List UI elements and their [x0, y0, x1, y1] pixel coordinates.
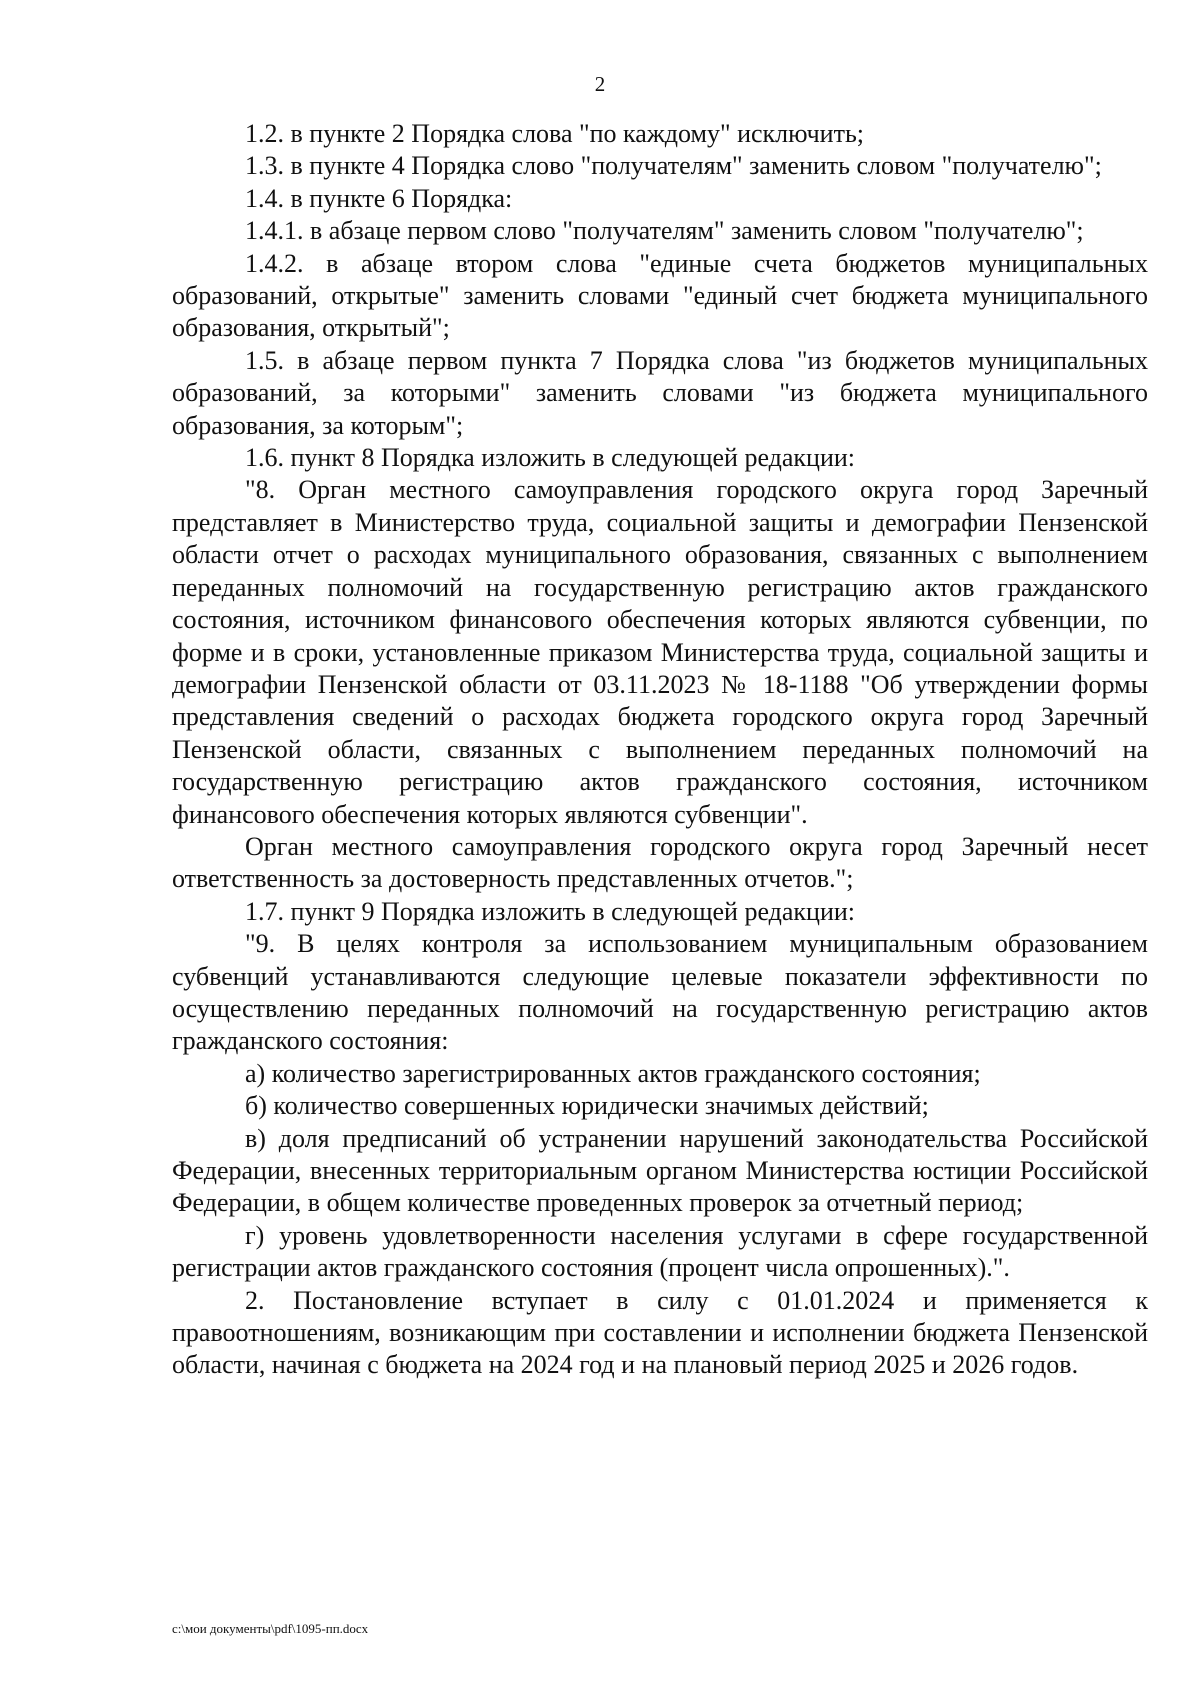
page-number: 2 — [594, 72, 606, 96]
list-item-a: а) количество зарегистрированных актов гражданского состояния; — [245, 1058, 981, 1088]
paragraph-1-7: 1.7. пункт 9 Порядка изложить в следующей редакции: — [245, 896, 856, 926]
list-item-v: в) доля предписаний об устранении нарушений законодательства Российской Федерации, внесенных территориальным органом Министерства юстиции Российской Федерации, в общем количестве проведенных проверок за отчетный период; — [172, 1123, 1148, 1218]
paragraph-1-4: 1.4. в пункте 6 Порядка: — [245, 183, 513, 213]
paragraph-item-8: "8. Орган местного самоуправления городского округа город Заречный представляет в Министерство труда, социальной защиты и демографии Пензенской области отчет о расходах муниципального образования, связанных с выполнением переданных полномочий на государственную регистрацию актов гражданского состояния, источником финансового обеспечения которых являются субвенции, по форме и в сроки, установленные приказом Министерства труда, социальной защиты и демографии Пензенской области от 03.11.2023 № 18-1188 "Об утверждении формы представления сведений о расходах бюджета городского округа город Заречный Пензенской области, связанных с выполнением переданных полномочий на государственную регистрацию актов гражданского состояния, источником финансового обеспечения которых являются субвенции". — [172, 475, 1148, 829]
list-item-b: б) количество совершенных юридически значимых действий; — [245, 1091, 929, 1121]
paragraph-1-2: 1.2. в пункте 2 Порядка слова "по каждому" исключить; — [245, 119, 865, 148]
list-item-g: г) уровень удовлетворенности населения услугами в сфере государственной регистрации актов гражданского состояния (процент числа опрошенных).". — [172, 1220, 1148, 1283]
paragraph-1-3: 1.3. в пункте 4 Порядка слово "получателям" заменить словом "получателю"; — [245, 151, 1102, 181]
paragraph-1-5: 1.5. в абзаце первом пункта 7 Порядка слова "из бюджетов муниципальных образований, за которыми" заменить словами "из бюджета муниципального образования, за которым"; — [172, 345, 1148, 440]
paragraph-item-8-responsibility: Орган местного самоуправления городского округа город Заречный несет ответственность за достоверность представленных отчетов."; — [172, 831, 1148, 894]
paragraph-item-9: "9. В целях контроля за использованием муниципальным образованием субвенций устанавливаются следующие целевые показатели эффективности по осуществлению переданных полномочий на государственную регистрацию актов гражданского состояния: — [172, 929, 1148, 1056]
paragraph-1-4-1: 1.4.1. в абзаце первом слово "получателям" заменить словом "получателю"; — [245, 216, 1084, 246]
paragraph-2: 2. Постановление вступает в силу с 01.01.2024 и применяется к правоотношениям, возникающим при составлении и исполнении бюджета Пензенской области, начиная с бюджета на 2024 год и на плановый период 2025 и 2026 годов. — [172, 1285, 1148, 1380]
paragraph-1-6: 1.6. пункт 8 Порядка изложить в следующей редакции: — [245, 443, 856, 473]
footer-file-path: c:\мои документы\pdf\1095-пп.docx — [172, 1621, 369, 1636]
document-body — [172, 118, 1148, 1382]
paragraph-1-4-2: 1.4.2. в абзаце втором слова "единые счета бюджетов муниципальных образований, открытые" заменить словами "единый счет бюджета муниципального образования, открытый"; — [172, 248, 1148, 343]
